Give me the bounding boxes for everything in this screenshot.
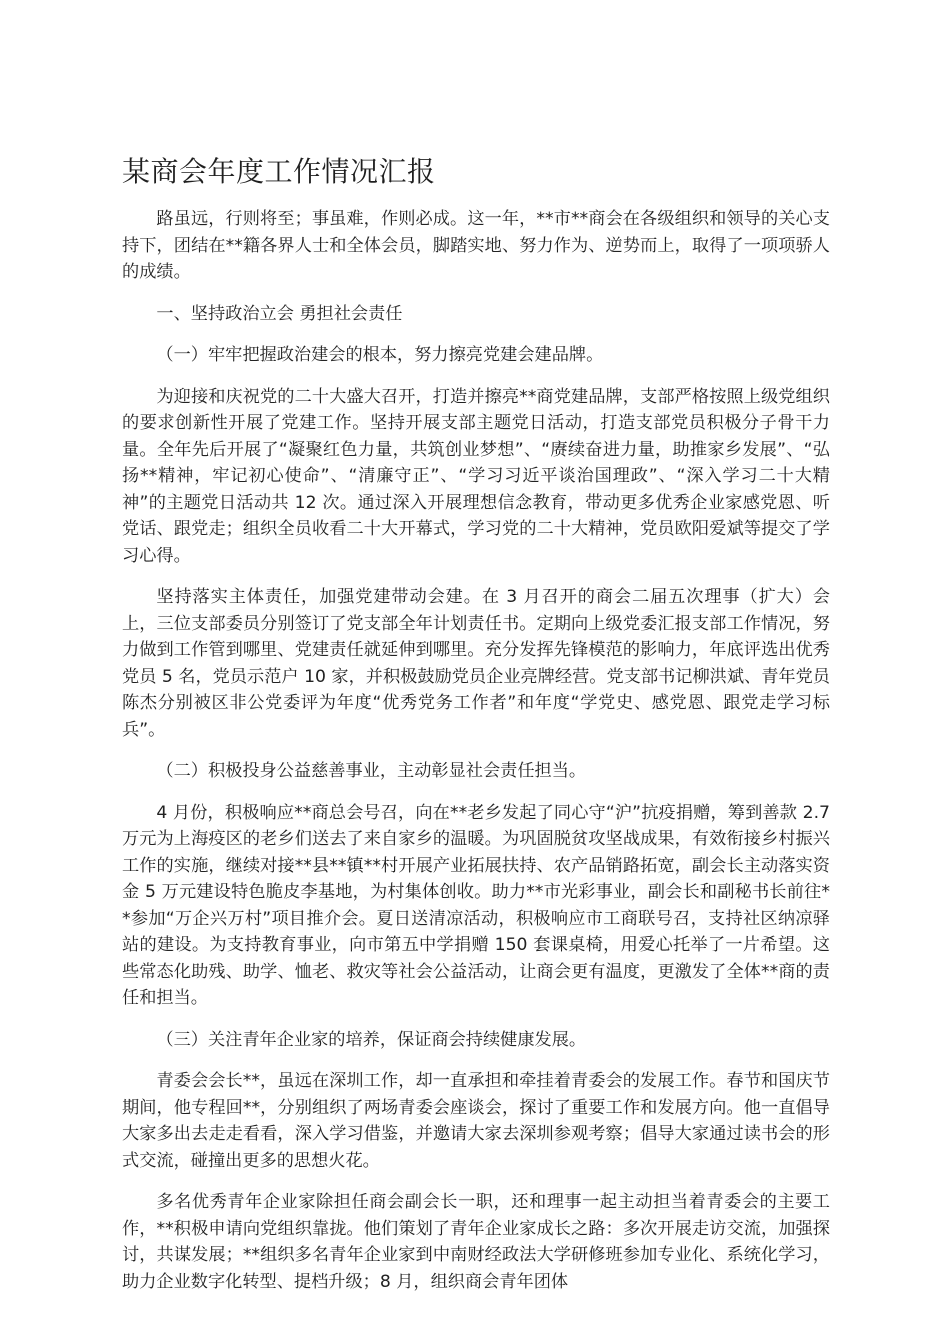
paragraph-charity: 4 月份，积极响应**商总会号召，向在**老乡发起了同心守“沪”抗疫捐赠，筹到善款 2.7 万元为上海疫区的老乡们送去了来自家乡的温暖。为巩固脱贫攻坚战成果，有效衔接乡村振兴工作的实施，继续对接**县**镇**村开展产业拓展扶持、农产品销路拓宽，副会长主动落实资金 5 万元建设特色脆皮李基地，为村集体创收。助力**市光彩事业，副会长和副秘书长前往**参加“万企兴万村”项目推介会。夏日送清凉活动，积极响应市工商联号召，支持社区纳凉驿站的建设。为支持教育事业，向市第五中学捐赠 150 套课桌椅，用爱心托举了一片希望。这些常态化助残、助学、恤老、救灾等社会公益活动，让商会更有温度，更激发了全体**商的责任和担当。 bbox=[122, 802, 830, 1008]
subsection-heading-3: （三）关注青年企业家的培养，保证商会持续健康发展。 bbox=[156, 1029, 587, 1050]
subsection-heading-1: （一）牢牢把握政治建会的根本，努力擦亮党建会建品牌。 bbox=[156, 345, 604, 365]
subsection-heading-2: （二）积极投身公益慈善事业，主动彰显社会责任担当。 bbox=[156, 761, 587, 781]
section-heading-1: 一、坚持政治立会 勇担社会责任 bbox=[156, 303, 403, 324]
paragraph-party-building: 为迎接和庆祝党的二十大盛大召开，打造并擦亮**商党建品牌，支部严格按照上级党组织的要求创新性开展了党建工作。坚持开展支部主题党日活动，打造支部党员积极分子骨干力量。全年先后开展了“凝聚红色力量，共筑创业梦想”、“赓续奋进力量，助推家乡发展”、“弘扬**精神，牢记初心使命”、“清廉守正”、“学习习近平谈治国理政”、“深入学习二十大精神”的主题党日活动共 12 次。通过深入开展理想信念教育，带动更多优秀企业家感党恩、听党话、跟党走；组织全员收看二十大开幕式，学习党的二十大精神，党员欧阳爱斌等提交了学习心得。 bbox=[122, 386, 830, 566]
paragraph-responsibility: 坚持落实主体责任，加强党建带动会建。在 3 月召开的商会二届五次理事（扩大）会上，三位支部委员分别签订了党支部全年计划责任书。定期向上级党委汇报支部工作情况，努力做到工作管到哪里、党建责任就延伸到哪里。充分发挥先锋模范的影响力，年底评选出优秀党员 5 名，党员示范户 10 家，并积极鼓励党员企业亮牌经营。党支部书记柳洪斌、青年党员陈杰分别被区非公党委评为年度“优秀党务工作者”和年度“学党史、感党恩、跟党走学习标兵”。 bbox=[122, 587, 830, 740]
paragraph-youth-committee: 青委会会长**，虽远在深圳工作，却一直承担和牵挂着青委会的发展工作。春节和国庆节期间，他专程回**，分别组织了两场青委会座谈会，探讨了重要工作和发展方向。他一直倡导大家多出去走走看看，深入学习借鉴，并邀请大家去深圳参观考察；倡导大家通过读书会的形式交流，碰撞出更多的思想火花。 bbox=[122, 1071, 830, 1171]
document-title: 某商会年度工作情况汇报 bbox=[122, 155, 436, 188]
paragraph-young-entrepreneurs: 多名优秀青年企业家除担任商会副会长一职，还和理事一起主动担当着青委会的主要工作，**积极申请向党组织靠拢。他们策划了青年企业家成长之路：多次开展走访交流，加强探讨，共谋发展；**组织多名青年企业家到中南财经政法大学研修班参加专业化、系统化学习，助力企业数字化转型、提档升级；8 月，组织商会青年团体 bbox=[122, 1192, 830, 1292]
document-page bbox=[122, 152, 830, 1310]
paragraph-intro: 路虽远，行则将至；事虽难，作则必成。这一年，**市**商会在各级组织和领导的关心支持下，团结在**籍各界人士和全体会员，脚踏实地、努力作为、逆势而上，取得了一项项骄人的成绩。 bbox=[122, 209, 830, 282]
